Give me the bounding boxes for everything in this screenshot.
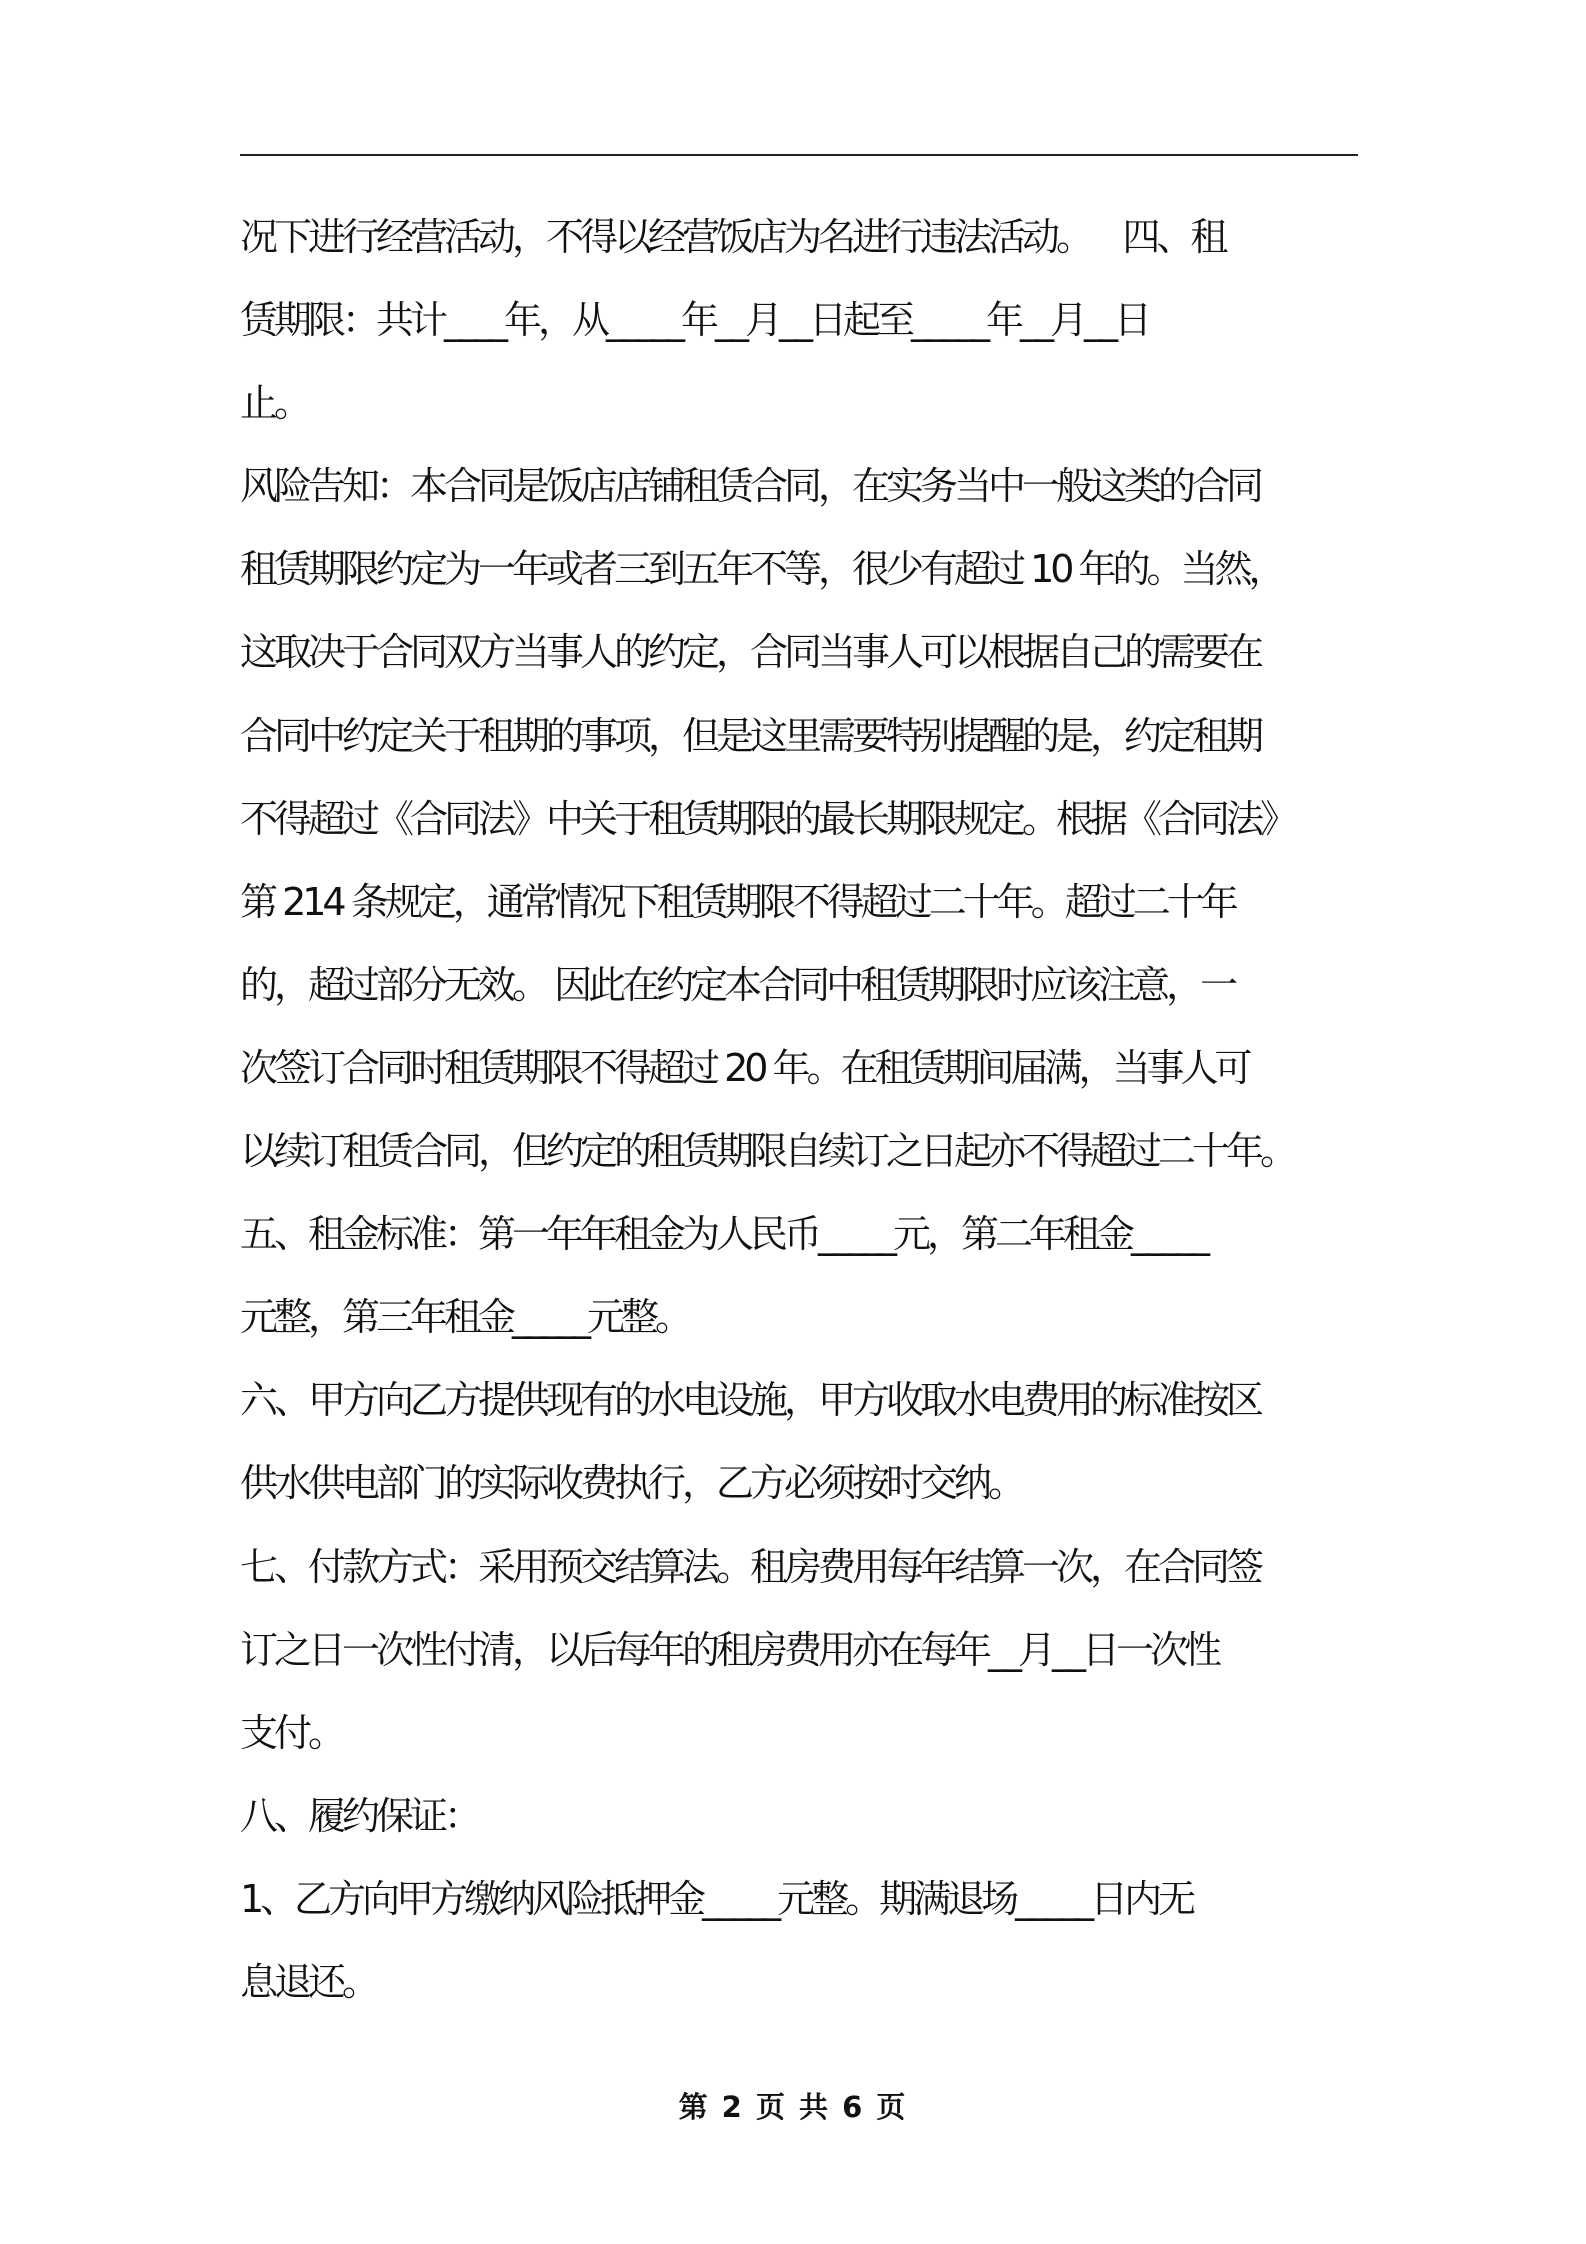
- text-line: 订之日一次性付清，以后每年的租房费用亦在每年__月__日一次性: [240, 1627, 1219, 1672]
- text-line: 这取决于合同双方当事人的约定，合同当事人可以根据自己的需要在: [240, 630, 1261, 675]
- text-line: 第 214 条规定，通常情况下租赁期限不得超过二十年。超过二十年: [240, 879, 1235, 924]
- text-line: 元整，第三年租金_____元整。: [240, 1295, 690, 1340]
- text-line: 风险告知：本合同是饭店店铺租赁合同，在实务当中一般这类的合同: [240, 464, 1261, 509]
- text-line: 五、租金标准：第一年年租金为人民币_____元，第二年租金_____: [240, 1212, 1207, 1257]
- text-line: 以续订租赁合同，但约定的租赁期限自续订之日起亦不得超过二十年。: [240, 1129, 1295, 1174]
- page-number: 第 2 页 共 6 页: [678, 2090, 908, 2124]
- text-line: 合同中约定关于租期的事项，但是这里需要特别提醒的是，约定租期: [240, 713, 1261, 758]
- text-line: 六、甲方向乙方提供现有的水电设施，甲方收取水电费用的标准按区: [240, 1378, 1261, 1423]
- text-line: 1、乙方向甲方缴纳风险抵押金_____元整。期满退场_____日内无: [240, 1876, 1193, 1921]
- text-line: 不得超过《合同法》中关于租赁期限的最长期限规定。根据《合同法》: [240, 796, 1295, 841]
- text-line: 次签订合同时租赁期限不得超过 20 年。在租赁期间届满，当事人可: [240, 1045, 1249, 1090]
- text-line: 租赁期限约定为一年或者三到五年不等，很少有超过 10 年的。当然，: [240, 547, 1283, 592]
- text-line: 支付。: [240, 1710, 343, 1755]
- header-rule: [240, 154, 1358, 156]
- text-line: 止。: [240, 381, 309, 426]
- text-line: 供水供电部门的实际收费执行，乙方必须按时交纳。: [240, 1461, 1023, 1506]
- text-line: 的，超过部分无效。 因此在约定本合同中租赁期限时应该注意，一: [240, 962, 1235, 1007]
- text-line: 况下进行经营活动，不得以经营饭店为名进行违法活动。 四、租: [240, 215, 1225, 259]
- text-line: 七、付款方式：采用预交结算法。租房费用每年结算一次，在合同签: [240, 1544, 1261, 1589]
- text-line: 赁期限：共计____年，从_____年__月__日起至_____年__月__日: [240, 298, 1149, 343]
- document-body: [240, 196, 1380, 2024]
- text-line: 八、履约保证：: [240, 1793, 479, 1838]
- text-line: 息退还。: [240, 1959, 377, 2004]
